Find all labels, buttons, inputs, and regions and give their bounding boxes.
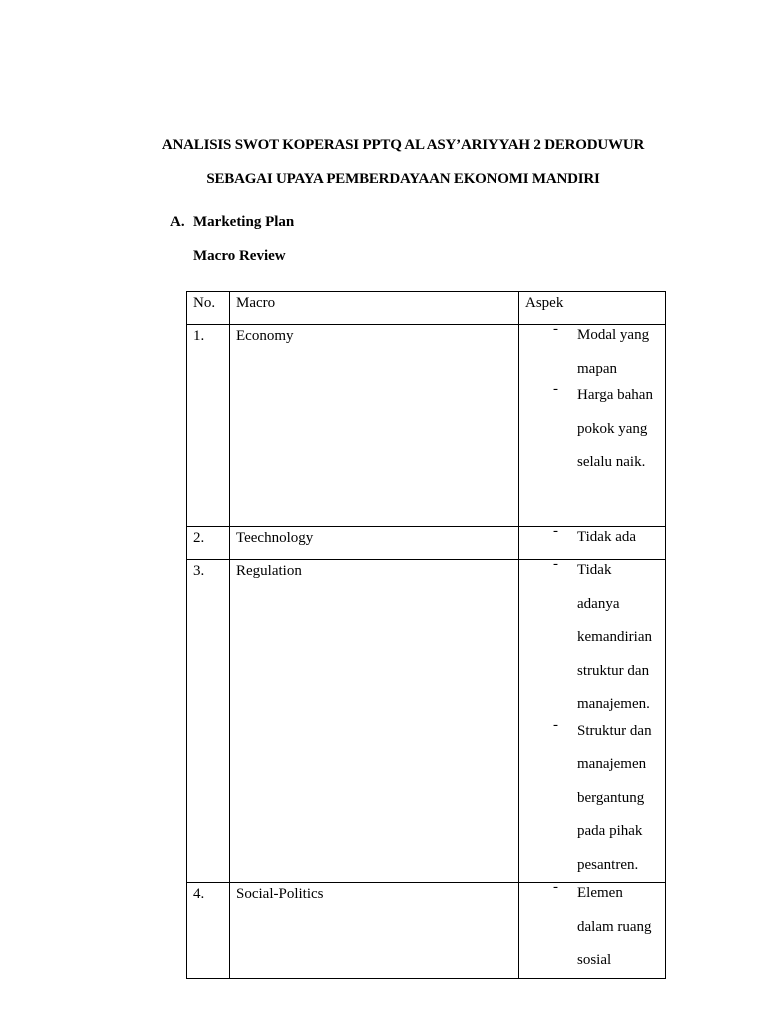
header-macro: Macro (230, 292, 519, 325)
section-letter: A. (170, 214, 185, 230)
section-title: Marketing Plan (193, 214, 295, 230)
aspek-bullet: - Tidak adanya kemandirian struktur dan manajemen. (553, 556, 652, 712)
row-no: 4. (187, 883, 230, 979)
table-row (187, 883, 666, 979)
header-aspek: Aspek (519, 292, 666, 325)
aspek-bullet: - Harga bahan pokok yang selalu naik. (553, 381, 653, 470)
row-no: 1. (187, 325, 230, 527)
row-aspek (519, 321, 666, 527)
row-aspek (519, 879, 666, 979)
aspek-bullet: - Struktur dan manajemen bergantung pada pihak pesantren. (553, 716, 652, 873)
subsection-title: Macro Review (193, 248, 286, 264)
aspek-bullet: - Tidak ada (553, 523, 637, 545)
row-macro: Regulation (230, 560, 519, 883)
table-row (187, 325, 666, 527)
row-no: 3. (187, 560, 230, 883)
macro-review-table (186, 291, 666, 979)
aspek-bullet: - Modal yang mapan (553, 321, 650, 377)
table-row (187, 560, 666, 883)
row-no: 2. (187, 527, 230, 560)
row-macro: Economy (230, 325, 519, 527)
document-title-line-1: ANALISIS SWOT KOPERASI PPTQ AL ASY’ARIYYAH 2 DERODUWUR (161, 137, 645, 153)
row-macro: Social-Politics (230, 883, 519, 979)
row-macro: Teechnology (230, 527, 519, 560)
row-aspek (519, 556, 666, 883)
document-title-line-2: SEBAGAI UPAYA PEMBERDAYAAN EKONOMI MANDIRI (206, 171, 600, 187)
header-no: No. (187, 292, 230, 325)
aspek-bullet: - Elemen dalam ruang sosial (553, 879, 652, 968)
